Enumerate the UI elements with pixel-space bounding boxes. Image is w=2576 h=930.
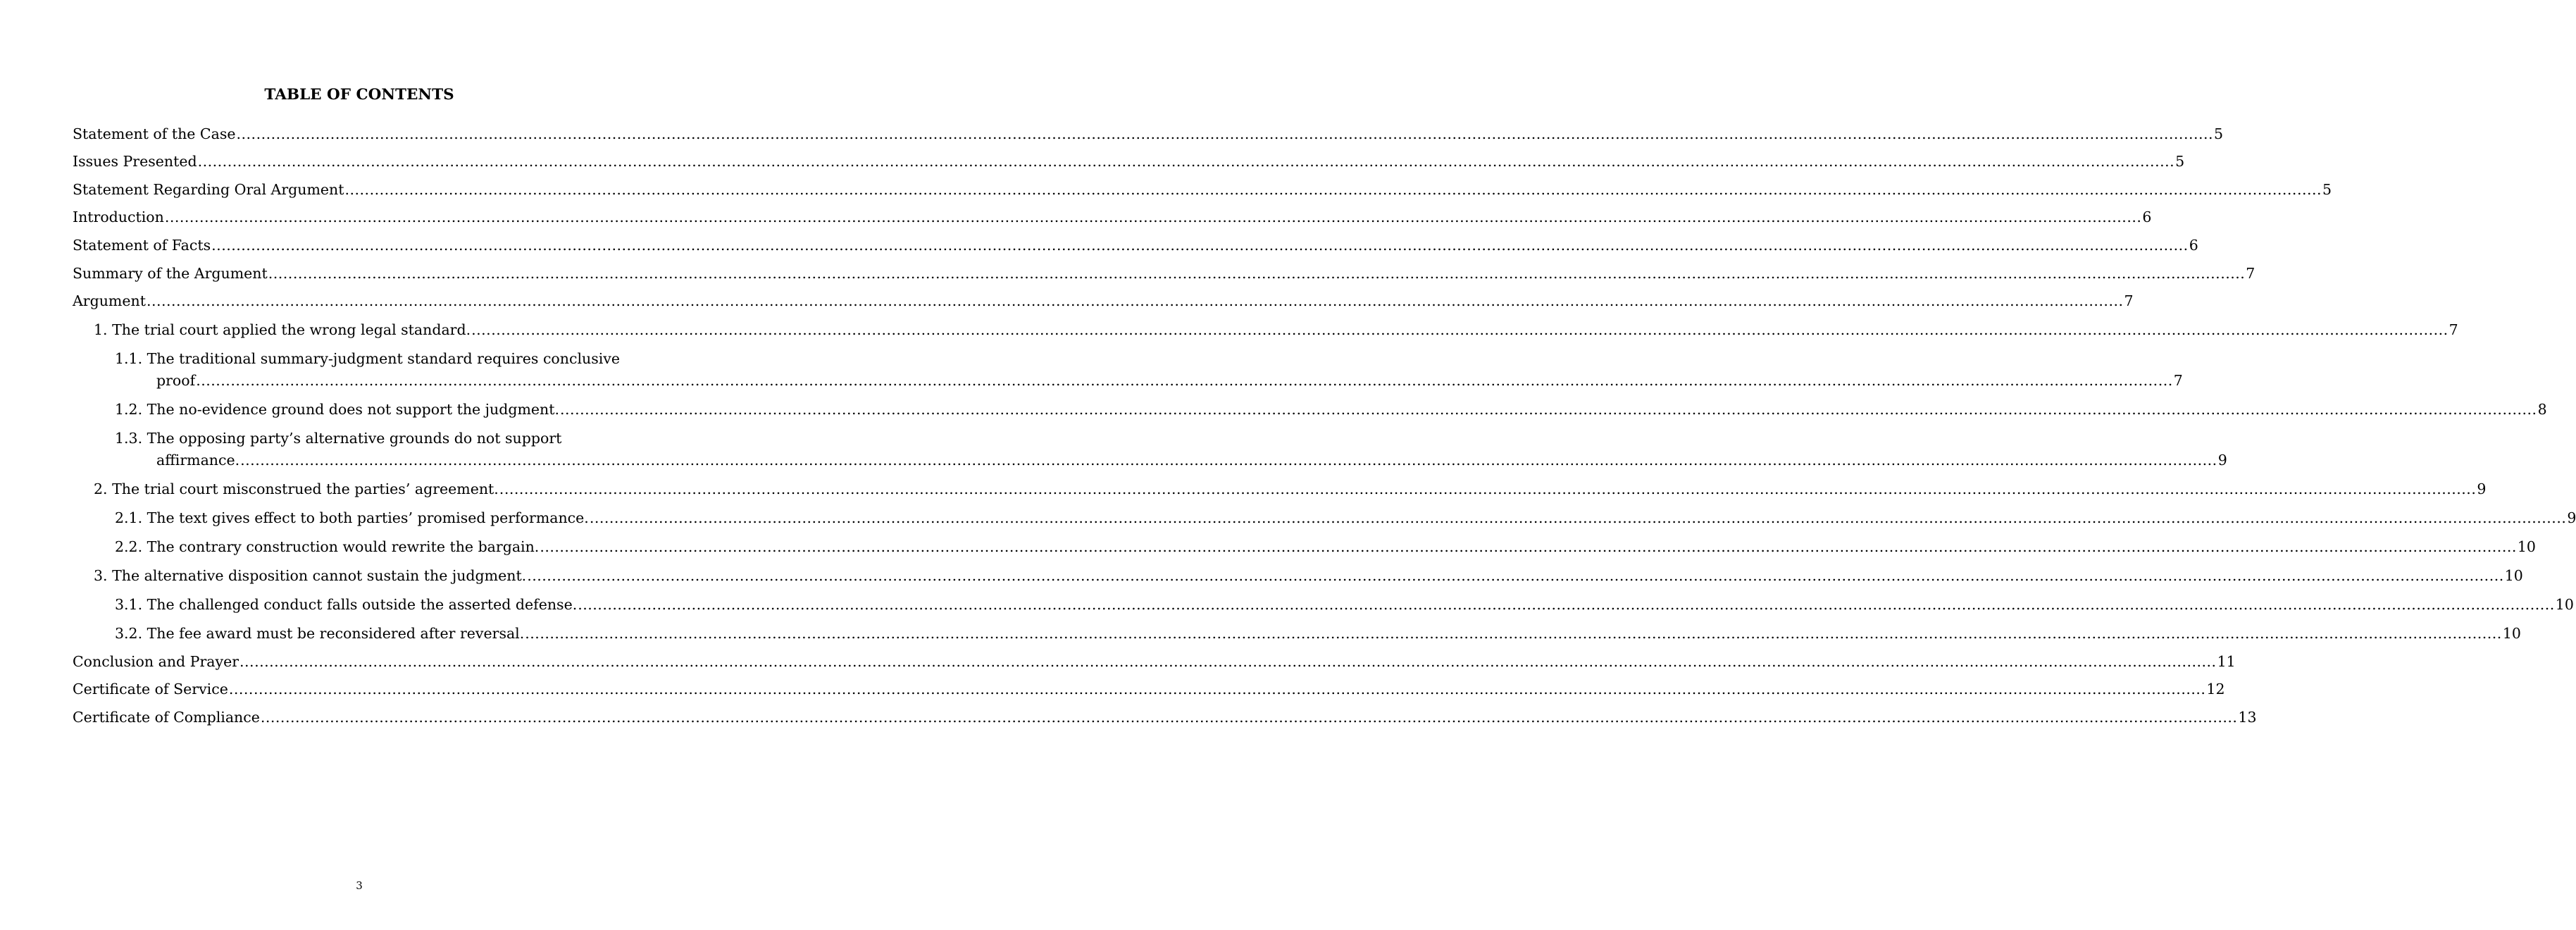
dot-leader: ................................................................................................................................................................................................................................................................................................................................................................................................................ xyxy=(589,509,2567,527)
toc-entry-page: 5 xyxy=(2175,153,2185,170)
toc-entry[interactable] xyxy=(73,390,2547,419)
toc-entry-page: 7 xyxy=(2246,264,2255,282)
toc-entry-label: 1. The trial court applied the wrong legal standard. xyxy=(94,321,471,339)
toc-entry[interactable] xyxy=(73,171,2332,199)
toc-entry-page: 9 xyxy=(2567,509,2576,527)
toc-entry-label: Argument xyxy=(73,292,146,310)
dot-leader: ................................................................................................................................................................................................................................................................................................................................................................................................................ xyxy=(527,567,2504,585)
toc-entry-page: 5 xyxy=(2322,180,2332,198)
toc-entry[interactable] xyxy=(73,671,2225,700)
toc-entry-page: 7 xyxy=(2449,321,2458,339)
dot-leader: ................................................................................................................................................................................................................................................................................................................................................................................................................ xyxy=(197,153,2175,170)
dot-leader: ................................................................................................................................................................................................................................................................................................................................................................................................................ xyxy=(540,538,2517,556)
toc-entry[interactable] xyxy=(73,144,2185,172)
toc-entry[interactable] xyxy=(73,116,2224,144)
toc-entry[interactable] xyxy=(73,349,2183,390)
toc-entry[interactable] xyxy=(73,499,2576,528)
toc-entry[interactable] xyxy=(73,428,2227,470)
toc-entry-page: 8 xyxy=(2537,401,2547,418)
toc-entry-label-continued: proof xyxy=(156,372,196,390)
toc-entry[interactable] xyxy=(73,470,2487,499)
toc-entry-label: 2.1. The text gives effect to both parties’ promised performance. xyxy=(115,509,589,527)
toc-entry-page: 9 xyxy=(2217,452,2227,469)
dot-leader: ................................................................................................................................................................................................................................................................................................................................................................................................................ xyxy=(239,652,2217,670)
toc-entry-page: 10 xyxy=(2504,567,2523,585)
toc-heading: TABLE OF CONTENTS xyxy=(264,86,454,104)
dot-leader: ................................................................................................................................................................................................................................................................................................................................................................................................................ xyxy=(236,125,2214,142)
dot-leader: ................................................................................................................................................................................................................................................................................................................................................................................................................ xyxy=(164,209,2142,226)
dot-leader: ................................................................................................................................................................................................................................................................................................................................................................................................................ xyxy=(240,452,2217,469)
toc-entry-page: 11 xyxy=(2217,652,2236,670)
toc-entry[interactable] xyxy=(73,199,2152,228)
toc-entry[interactable] xyxy=(73,643,2236,671)
toc-entry[interactable] xyxy=(73,283,2134,311)
toc-entry[interactable] xyxy=(73,557,2523,585)
toc-entry-page: 7 xyxy=(2173,372,2183,390)
toc-entry-continuation xyxy=(115,450,2227,470)
toc-entry-label: 1.3. The opposing party’s alternative grounds do not support xyxy=(115,430,562,447)
toc-entry-label: Statement of Facts xyxy=(73,236,211,254)
toc-entry-page: 6 xyxy=(2142,209,2152,226)
dot-leader: ................................................................................................................................................................................................................................................................................................................................................................................................................ xyxy=(196,372,2173,390)
toc-entry-continuation xyxy=(115,371,2183,390)
toc-entry[interactable] xyxy=(73,311,2458,340)
toc-entry-label: 2. The trial court misconstrued the parties’ agreement. xyxy=(94,480,499,498)
toc-entry-page: 13 xyxy=(2238,708,2257,726)
page-number: 3 xyxy=(356,879,363,892)
dot-leader: ................................................................................................................................................................................................................................................................................................................................................................................................................ xyxy=(578,596,2555,614)
toc-entry[interactable] xyxy=(73,614,2521,643)
dot-leader: ................................................................................................................................................................................................................................................................................................................................................................................................................ xyxy=(211,236,2189,254)
toc-entry-label: 1.1. The traditional summary-judgment standard requires conclusive xyxy=(115,350,620,368)
toc-entry-label: Statement of the Case xyxy=(73,125,236,142)
toc-entry-label-continued: affirmance. xyxy=(156,452,240,469)
toc-entry[interactable] xyxy=(73,227,2198,255)
toc-entry-label: Certificate of Service xyxy=(73,681,228,698)
dot-leader: ................................................................................................................................................................................................................................................................................................................................................................................................................ xyxy=(499,480,2477,498)
toc-entry[interactable] xyxy=(73,528,2536,557)
toc-entry-page: 9 xyxy=(2477,480,2487,498)
toc-list xyxy=(73,116,2576,727)
dot-leader: ................................................................................................................................................................................................................................................................................................................................................................................................................ xyxy=(146,292,2124,310)
dot-leader: ................................................................................................................................................................................................................................................................................................................................................................................................................ xyxy=(344,180,2322,198)
dot-leader: ................................................................................................................................................................................................................................................................................................................................................................................................................ xyxy=(228,681,2206,698)
toc-entry-label: Statement Regarding Oral Argument xyxy=(73,180,344,198)
toc-entry-label: Summary of the Argument xyxy=(73,264,268,282)
toc-entry-page: 5 xyxy=(2214,125,2224,142)
toc-entry-label: Conclusion and Prayer xyxy=(73,652,239,670)
toc-entry-label: Introduction xyxy=(73,209,164,226)
dot-leader: ................................................................................................................................................................................................................................................................................................................................................................................................................ xyxy=(260,708,2238,726)
toc-entry-page: 10 xyxy=(2502,625,2521,643)
dot-leader: ................................................................................................................................................................................................................................................................................................................................................................................................................ xyxy=(525,625,2502,643)
toc-entry[interactable] xyxy=(73,699,2257,727)
dot-leader: ................................................................................................................................................................................................................................................................................................................................................................................................................ xyxy=(471,321,2449,339)
toc-entry-label: 1.2. The no-evidence ground does not support the judgment. xyxy=(115,401,560,418)
toc-entry[interactable] xyxy=(73,585,2574,614)
toc-entry-page: 10 xyxy=(2517,538,2536,556)
dot-leader: ................................................................................................................................................................................................................................................................................................................................................................................................................ xyxy=(268,264,2246,282)
toc-entry-label: Issues Presented xyxy=(73,153,197,170)
toc-entry-label: 3. The alternative disposition cannot sustain the judgment. xyxy=(94,567,527,585)
toc-entry-label: 2.2. The contrary construction would rewrite the bargain. xyxy=(115,538,540,556)
toc-entry-page: 7 xyxy=(2124,292,2134,310)
toc-entry-page: 6 xyxy=(2189,236,2198,254)
toc-entry-label: 3.2. The fee award must be reconsidered after reversal. xyxy=(115,625,525,643)
toc-entry[interactable] xyxy=(73,255,2255,283)
dot-leader: ................................................................................................................................................................................................................................................................................................................................................................................................................ xyxy=(560,401,2537,418)
toc-entry-label: Certificate of Compliance xyxy=(73,708,260,726)
toc-entry-page: 12 xyxy=(2206,681,2225,698)
toc-entry-label: 3.1. The challenged conduct falls outside the asserted defense. xyxy=(115,596,578,614)
toc-entry-page: 10 xyxy=(2555,596,2574,614)
